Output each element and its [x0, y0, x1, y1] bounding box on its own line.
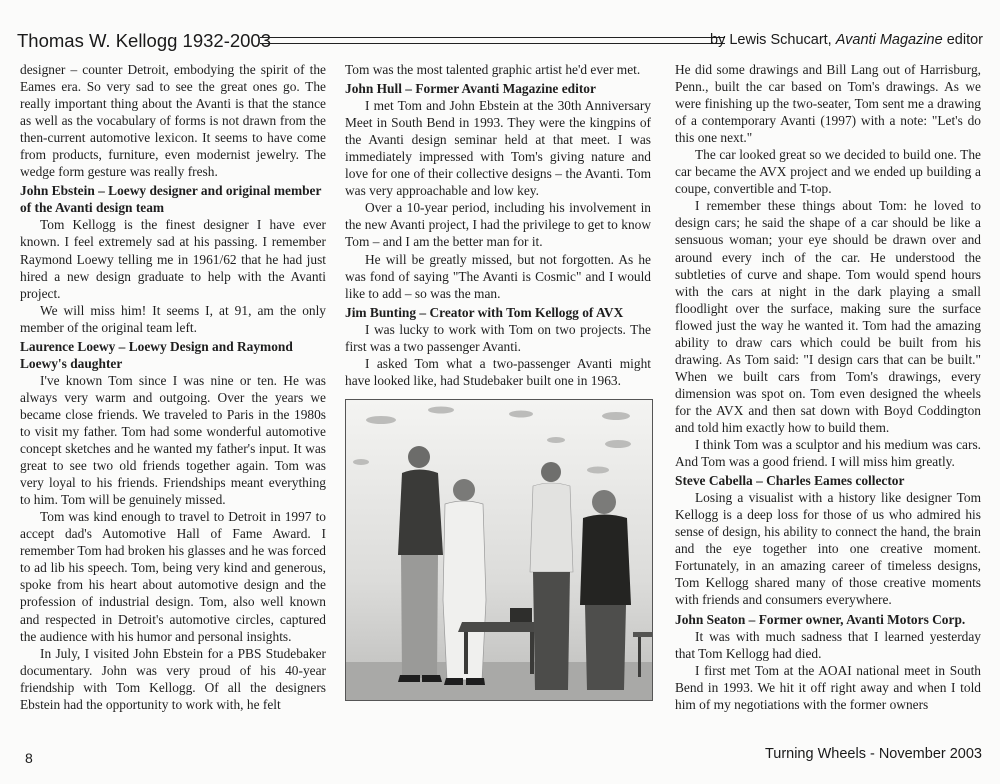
paragraph: I think Tom was a sculptor and his medium was cars. And Tom was a good friend. I will miss him greatly.	[675, 437, 981, 470]
paragraph: I asked Tom what a two-passenger Avanti might have looked like, had Studebaker built one in 1963.	[345, 355, 651, 388]
byline-suffix: editor	[942, 32, 983, 48]
section-heading: John Seaton – Former owner, Avanti Motors Corp.	[675, 611, 966, 627]
paragraph: designer – counter Detroit, embodying the spirit of the Eames era. So very sad to see the great ones go. The really important thing about the Avanti is that the stance as well as the vocabulary of forms is not drawn from the then-current automotive lexicon. It seems to have come from products, furniture, even modernist jewelry. The wedge form gesture was really fresh.	[20, 62, 326, 180]
paragraph: Over a 10-year period, including his involvement in the new Avanti project, I had the privilege to get to know Tom – and I am the better man for it.	[345, 200, 651, 250]
section-heading: Jim Bunting – Creator with Tom Kellogg of AVX	[345, 304, 624, 320]
column-2	[345, 61, 651, 701]
paragraph: Tom was the most talented graphic artist he'd ever met.	[345, 62, 641, 77]
article-title: Thomas W. Kellogg 1932-2003	[17, 30, 272, 51]
paragraph: Tom Kellogg is the finest designer I have ever known. I feel extremely sad at his passing. I remember Raymond Loewy telling me in 1961/62 that he had just hired a new design graduate to help with the Avanti project.	[20, 217, 326, 301]
section-heading: John Ebstein – Loewy designer and original member of the Avanti design team	[20, 183, 322, 216]
paragraph: I've known Tom since I was nine or ten. He was always very warm and outgoing. Over the years we became close friends. We traveled to Paris in the 1980s to visit my father. Tom had some wonderful automotive concept sketches and he wanted my father's input. It was great to see two old friends together again. Tom was very loyal to his friends. Friendships meant everything to him. Tom will be genuinely missed.	[20, 372, 326, 508]
paragraph: In July, I visited John Ebstein for a PBS Studebaker documentary. John was very proud of his 40-year friendship with Tom Kellogg. Of all the designers Ebstein had the opportunity to work with, he felt	[20, 645, 326, 712]
paragraph: Losing a visualist with a history like designer Tom Kellogg is a deep loss for those of us who admired his sense of design, his ability to connect the hand, the brain and the eye together into one creative moment. Fortunately, in an amazing career of timeless designs, Tom Kellogg shared many of those creative moments with friends and consumers everywhere.	[675, 490, 981, 608]
section-heading: Laurence Loewy – Loewy Design and Raymond Loewy's daughter	[20, 338, 293, 371]
page-header	[17, 30, 983, 54]
paragraph: He did some drawings and Bill Lang out of Harrisburg, Penn., built the car based on Tom's drawings. As we were finishing up the two-seater, Tom sent me a drawing of a contemporary Avanti (1997) with a note: "Let's do this one next."	[675, 62, 981, 146]
group-photo	[345, 399, 653, 701]
column-3	[675, 61, 981, 713]
header-double-rule	[260, 37, 725, 44]
paragraph: I met Tom and John Ebstein at the 30th Anniversary Meet in South Bend in 1993. They were the kingpins of the Avanti design seminar held at that meet. I was immediately impressed with Tom's giving nature and love for one of their collective designs – the Avanti. Tom was very approachable and low key.	[345, 98, 651, 199]
byline-magazine: Avanti Magazine	[835, 32, 943, 48]
byline	[710, 32, 983, 48]
paragraph: I was lucky to work with Tom on two projects. The first was a two passenger Avanti.	[345, 321, 651, 354]
page-number: 8	[25, 750, 33, 766]
section-heading: Steve Cabella – Charles Eames collector	[675, 473, 905, 489]
paragraph: Tom was kind enough to travel to Detroit in 1997 to accept dad's Automotive Hall of Fame Award. I remember Tom had broken his glasses and he was forced to ad lib his speech. Tom, being very kind and generous, spoke from his heart about automotive design and the profession of industrial design. Tom, also well known and respected in Detroit's automotive circles, captured the audience with his humor and personal insights.	[20, 509, 326, 644]
paragraph: We will miss him! It seems I, at 91, am the only member of the original team left.	[20, 302, 326, 335]
paragraph: He will be greatly missed, but not forgotten. As he was fond of saying "The Avanti is Cosmic" and I would like to add – so was the man.	[345, 251, 651, 301]
section-heading: John Hull – Former Avanti Magazine editor	[345, 81, 596, 97]
paragraph: The car looked great so we decided to build one. The car became the AVX project and we ended up building a coupe, convertible and T-top.	[675, 147, 981, 197]
publication-footer: Turning Wheels - November 2003	[764, 746, 982, 762]
paragraph: It was with much sadness that I learned yesterday that Tom Kellogg had died.	[675, 628, 981, 661]
byline-prefix: by Lewis Schucart,	[710, 32, 836, 48]
paragraph: I remember these things about Tom: he loved to design cars; he said the shape of a car should be like a sensuous woman; your eye should be drawn over and around every inch of the car. He understood the subtleties of curve and shape. Tom would spend hours with the cars at night in the dark playing a small floodlight over the surface, making sure the surface flowed just the way he wanted it. Tom had the amazing ability to draw cars which could be built from his drawing. As Tom said: "I design cars that can be built." When we built cars from Tom's drawings, every dimension was spot on. Tom even designed the wheels for the AVX and then sat down with Boyd Coddington and told him exactly how to build them.	[675, 198, 981, 435]
column-1	[20, 61, 326, 713]
paragraph: I first met Tom at the AOAI national meet in South Bend in 1993. We hit it off right away and when I told him of my negotiations with the former owners	[675, 662, 981, 712]
